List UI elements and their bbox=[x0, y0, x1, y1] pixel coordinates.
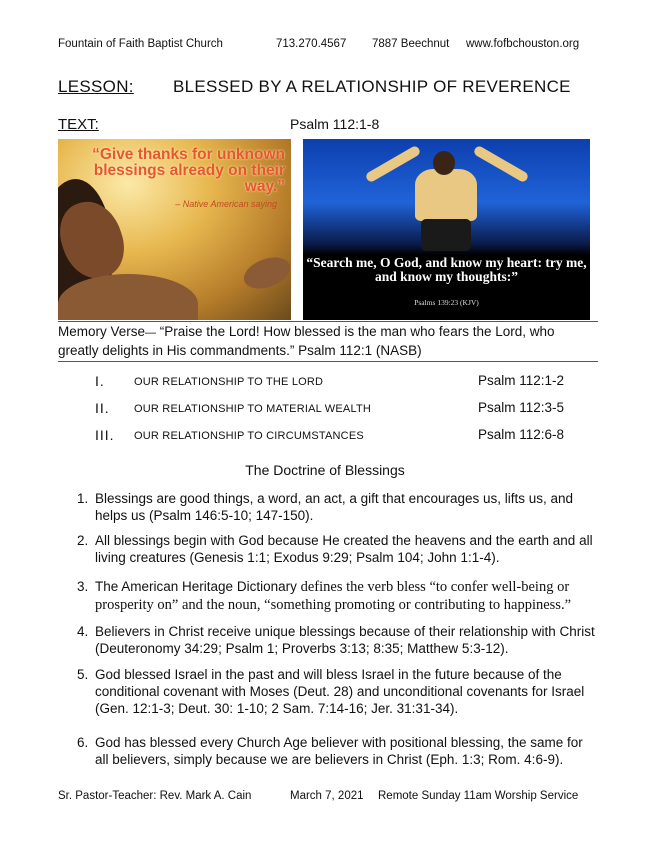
point-number: 3. bbox=[77, 579, 89, 594]
point-number: 6. bbox=[77, 735, 89, 750]
doctrine-title: The Doctrine of Blessings bbox=[245, 462, 405, 478]
lesson-title: BLESSED BY A RELATIONSHIP OF REVERENCE bbox=[173, 77, 571, 96]
outline-item bbox=[95, 373, 585, 393]
church-name: Fountain of Faith Baptist Church bbox=[58, 38, 223, 50]
point-number: 1. bbox=[77, 491, 89, 506]
image-verse: “Search me, O God, and know my heart: try me, and know my thoughts:” bbox=[306, 255, 587, 284]
outline-numeral: III. bbox=[95, 427, 115, 443]
man-legs bbox=[421, 219, 471, 251]
search-me-image bbox=[303, 139, 590, 320]
thanks-image bbox=[58, 139, 291, 320]
outline-reference: Psalm 112:6-8 bbox=[478, 427, 565, 442]
outline-topic: OUR RELATIONSHIP TO CIRCUMSTANCES bbox=[134, 430, 364, 442]
thanks-quote: “Give thanks for unknown blessings already on their way.” bbox=[92, 146, 285, 195]
point-number: 5. bbox=[77, 667, 89, 682]
man-torso bbox=[415, 169, 477, 221]
text-reference: Psalm 112:1-8 bbox=[290, 116, 380, 132]
outline-numeral: I. bbox=[95, 373, 105, 389]
outline-item bbox=[95, 427, 585, 447]
lesson-label: LESSON: bbox=[58, 77, 134, 96]
text-label: TEXT: bbox=[58, 116, 99, 133]
point-text: All blessings begin with God because He created the heavens and the earth and all living creatures (Genesis 1:1; Exodus 9:29; Psalm 104; John 1:1-4). bbox=[95, 533, 593, 565]
outline-topic: OUR RELATIONSHIP TO THE LORD bbox=[134, 376, 324, 388]
point-text: Blessings are good things, a word, an act, a gift that encourages us, lifts us, and helps us (Psalm 146:5-10; 147-150). bbox=[95, 491, 574, 523]
man-right-arm bbox=[473, 145, 530, 184]
point-number: 4. bbox=[77, 624, 89, 639]
man-left-arm bbox=[365, 145, 422, 184]
point-text-definition: defines the verb bless “to confer well-being or prosperity on” and the noun, “something promoting or contributing to happiness.” bbox=[95, 579, 572, 613]
woman-hand bbox=[240, 252, 291, 295]
memory-verse-text: “Praise the Lord! How blessed is the man who fears the Lord, who greatly delights in His commandments.” bbox=[58, 324, 555, 358]
point-text bbox=[95, 578, 595, 614]
point-text: God has blessed every Church Age believer with positional blessing, the same for all believers, simply because we are believers in Christ (Eph. 1:3; Rom. 4:6-9). bbox=[95, 735, 583, 767]
footer-pastor: Sr. Pastor-Teacher: Rev. Mark A. Cain bbox=[58, 790, 252, 802]
footer-service: Remote Sunday 11am Worship Service bbox=[378, 790, 579, 802]
point-number: 2. bbox=[77, 533, 89, 548]
footer-date: March 7, 2021 bbox=[290, 790, 364, 802]
point-text: Believers in Christ receive unique blessings because of their relationship with Christ (Deuteronomy 34:29; Psalm 1; Proverbs 3:13; 8:35; Matthew 5:3-12). bbox=[95, 624, 595, 656]
point-text: God blessed Israel in the past and will bless Israel in the future because of the conditional covenant with Moses (Deut. 28) and unconditional covenants for Israel (Gen. 12:1-3; Deut. 30: 1-10; 2 Sam. 7:14-16; Jer. 31:31-34). bbox=[95, 667, 585, 716]
church-website: www.fofbchouston.org bbox=[466, 38, 580, 50]
outline-reference: Psalm 112:1-2 bbox=[478, 373, 565, 388]
outline-topic: OUR RELATIONSHIP TO MATERIAL WEALTH bbox=[134, 403, 372, 415]
church-phone: 713.270.4567 bbox=[276, 38, 347, 50]
man-head bbox=[433, 151, 455, 175]
church-address: 7887 Beechnut bbox=[372, 38, 450, 50]
memory-verse bbox=[58, 321, 598, 362]
image-verse-reference: Psalms 139:23 (KJV) bbox=[414, 298, 479, 307]
point-text-source: The American Heritage Dictionary bbox=[95, 579, 301, 594]
outline-numeral: II. bbox=[95, 400, 110, 416]
memory-verse-dash: — bbox=[145, 327, 157, 339]
thanks-attribution: – Native American saying bbox=[175, 199, 277, 209]
memory-verse-label: Memory Verse bbox=[58, 324, 146, 339]
outline-item bbox=[95, 400, 585, 420]
outline-reference: Psalm 112:3-5 bbox=[478, 400, 565, 415]
memory-verse-reference: Psalm 112:1 (NASB) bbox=[298, 343, 422, 358]
